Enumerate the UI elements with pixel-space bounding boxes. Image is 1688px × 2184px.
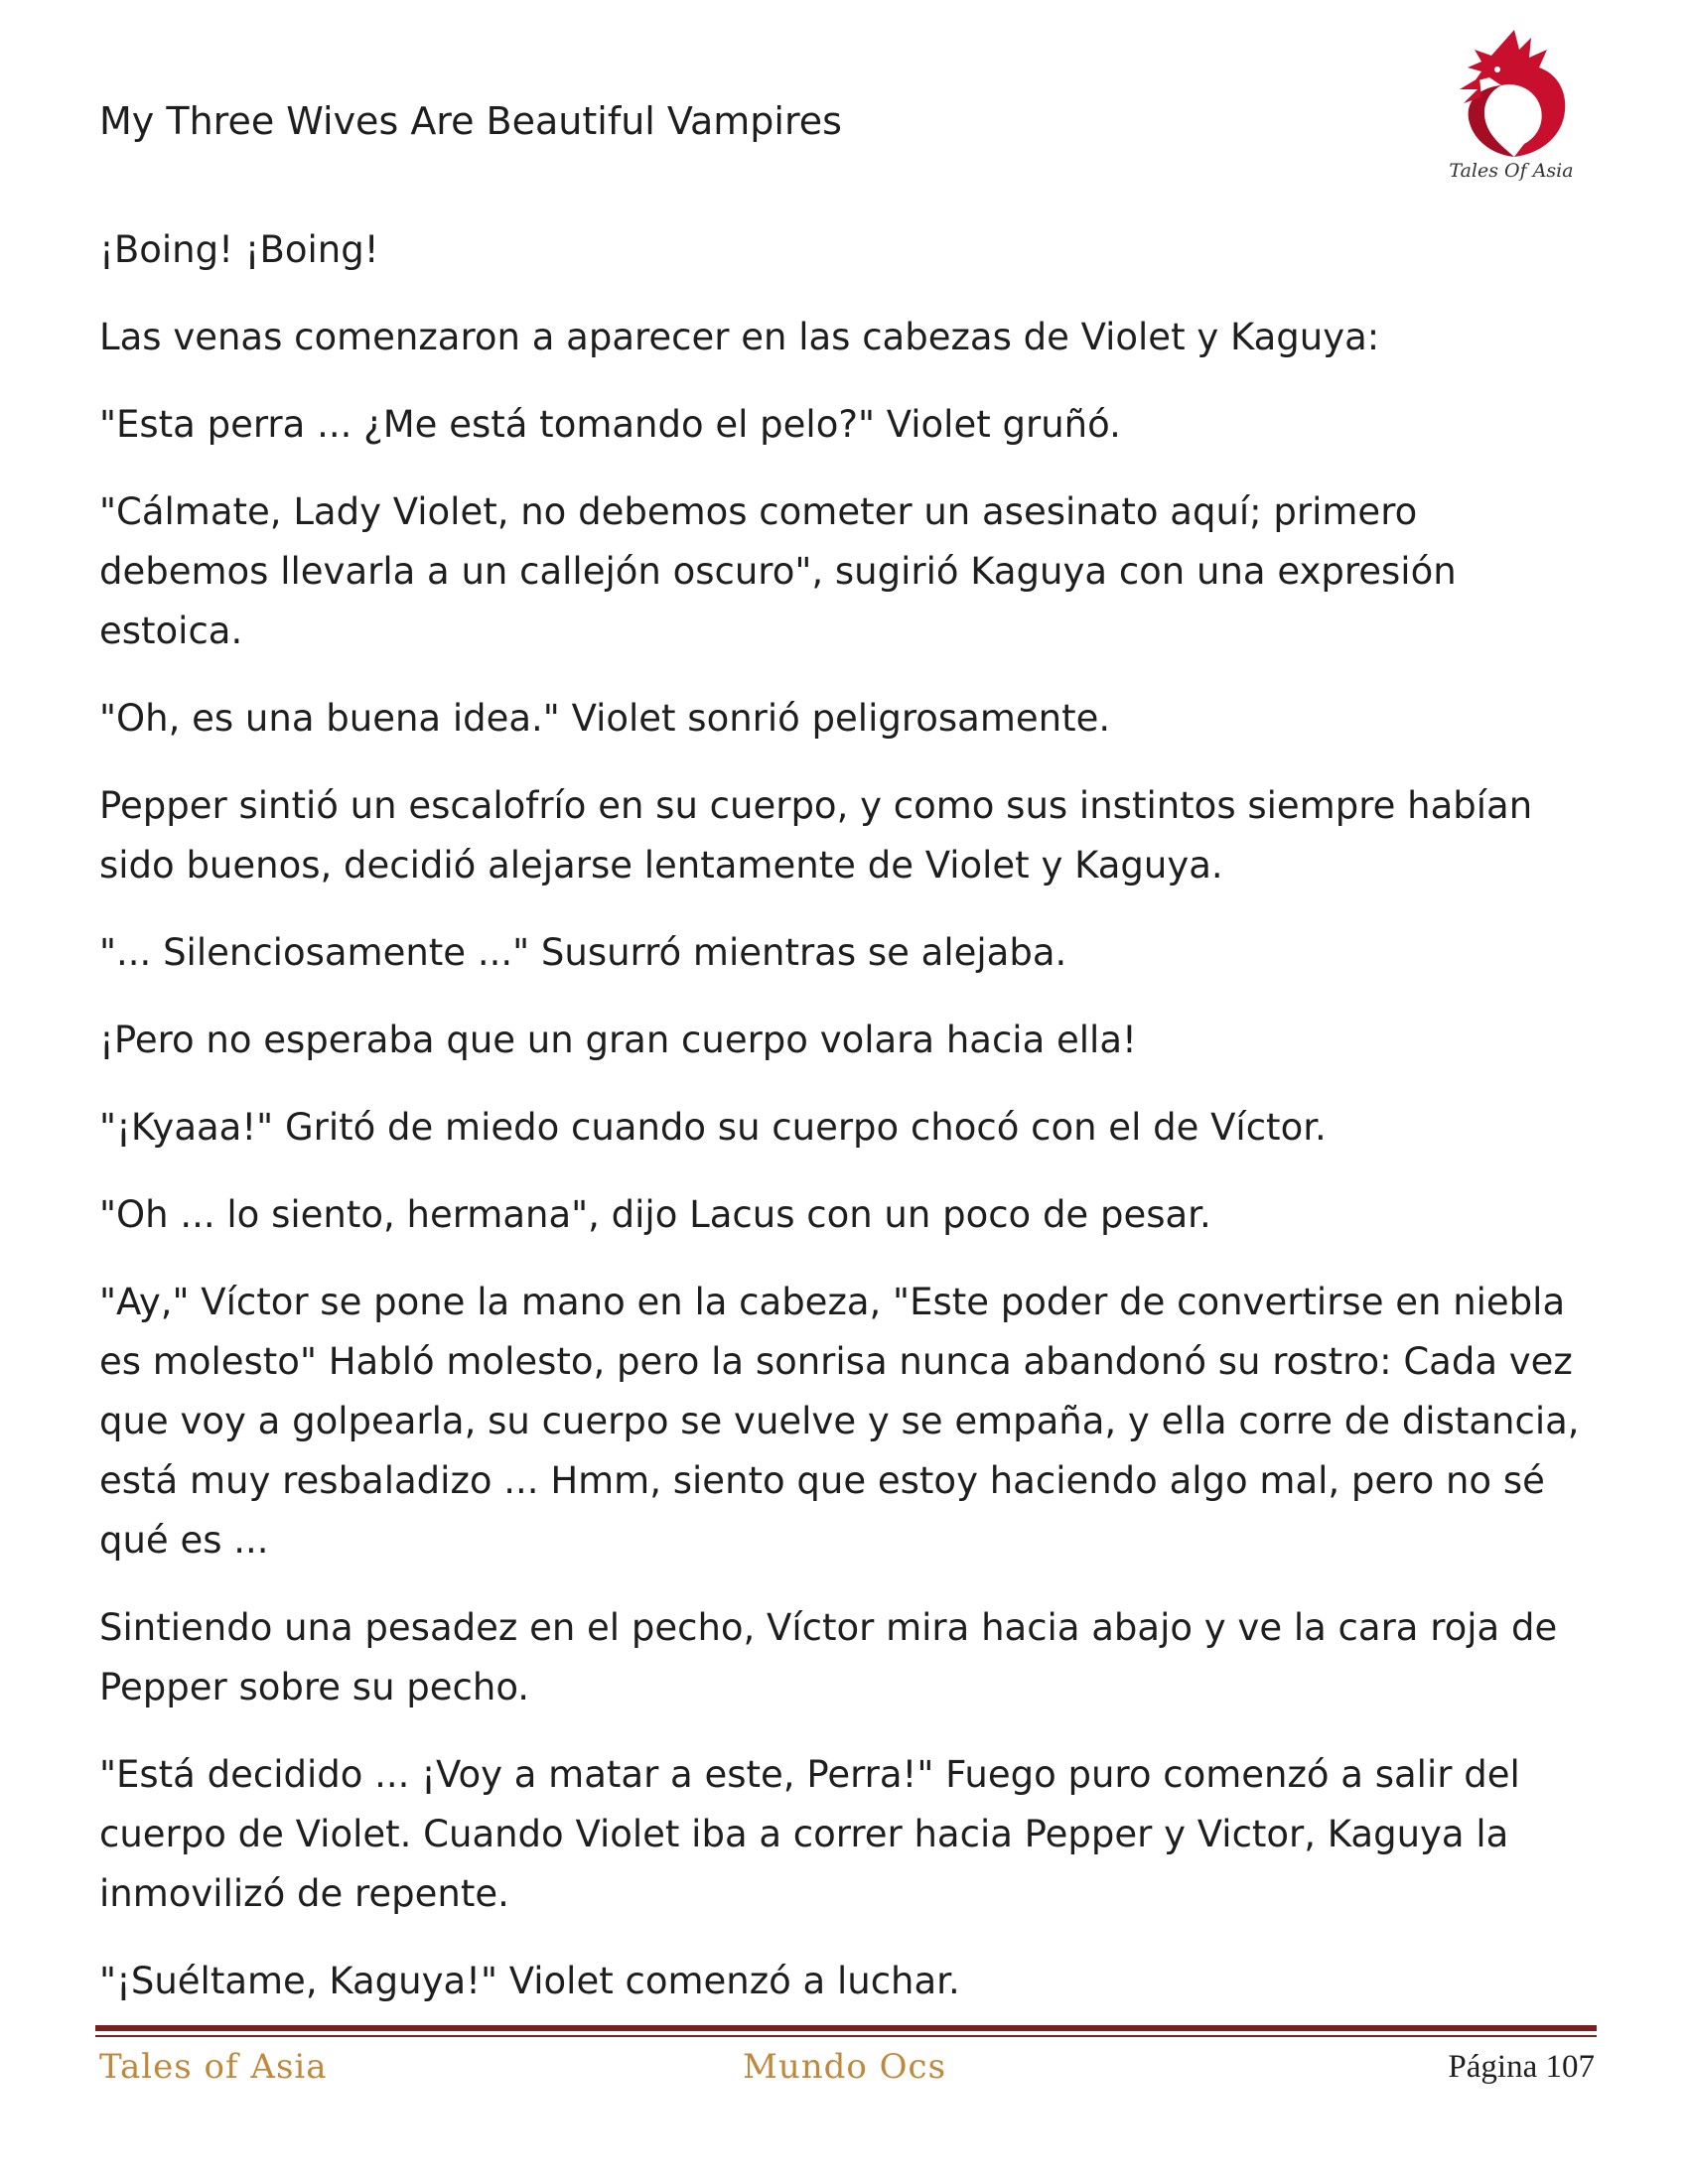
paragraph: "... Silenciosamente ..." Susurró mientras se alejaba. bbox=[99, 931, 1067, 974]
page-number: Página 107 bbox=[1448, 2049, 1595, 2085]
paragraph: "Oh, es una buena idea." Violet sonrió peligrosamente. bbox=[99, 697, 1111, 740]
dragon-icon bbox=[1420, 20, 1589, 184]
tales-of-asia-logo bbox=[1420, 20, 1589, 184]
svg-text:Tales Of Asia: Tales Of Asia bbox=[1449, 160, 1574, 182]
footer-site-name: Mundo Ocs bbox=[743, 2047, 947, 2087]
paragraph: ¡Pero no esperaba que un gran cuerpo volara hacia ella! bbox=[99, 1019, 1137, 1061]
page-header-title: My Three Wives Are Beautiful Vampires bbox=[99, 99, 842, 143]
paragraph: "Oh ... lo siento, hermana", dijo Lacus con un poco de pesar. bbox=[99, 1193, 1211, 1236]
paragraph: "Está decidido ... ¡Voy a matar a este, Perra!" Fuego puro comenzó a salir del cuerpo de Violet. Cuando Violet iba a correr hacia Pepper y Victor, Kaguya la inmovilizó de repente. bbox=[99, 1753, 1520, 1915]
paragraph: "Cálmate, Lady Violet, no debemos cometer un asesinato aquí; primero debemos llevarla a un callejón oscuro", sugirió Kaguya con una expresión estoica. bbox=[99, 490, 1457, 652]
footer-divider bbox=[95, 2025, 1597, 2031]
paragraph: Las venas comenzaron a aparecer en las cabezas de Violet y Kaguya: bbox=[99, 316, 1380, 358]
paragraph: ¡Boing! ¡Boing! bbox=[99, 228, 379, 271]
body-text bbox=[99, 220, 1594, 2039]
paragraph: Sintiendo una pesadez en el pecho, Víctor mira hacia abajo y ve la cara roja de Pepper sobre su pecho. bbox=[99, 1606, 1558, 1708]
paragraph: "Esta perra ... ¿Me está tomando el pelo?" Violet gruñó. bbox=[99, 403, 1121, 446]
footer-divider-thin bbox=[95, 2035, 1597, 2037]
paragraph: "¡Kyaaa!" Gritó de miedo cuando su cuerpo chocó con el de Víctor. bbox=[99, 1106, 1327, 1149]
paragraph: Pepper sintió un escalofrío en su cuerpo, y como sus instintos siempre habían sido buenos, decidió alejarse lentamente de Violet y Kaguya. bbox=[99, 784, 1533, 887]
footer-publisher: Tales of Asia bbox=[99, 2047, 328, 2087]
paragraph: "¡Suéltame, Kaguya!" Violet comenzó a luchar. bbox=[99, 1960, 960, 2002]
paragraph: "Ay," Víctor se pone la mano en la cabeza, "Este poder de convertirse en niebla es molesto" Habló molesto, pero la sonrisa nunca abandonó su rostro: Cada vez que voy a golpearla, su cuerpo se vuelve y se empaña, y ella corre de distancia, está muy resbaladizo ... Hmm, siento que estoy haciendo algo mal, pero no sé qué es ... bbox=[99, 1281, 1580, 1562]
